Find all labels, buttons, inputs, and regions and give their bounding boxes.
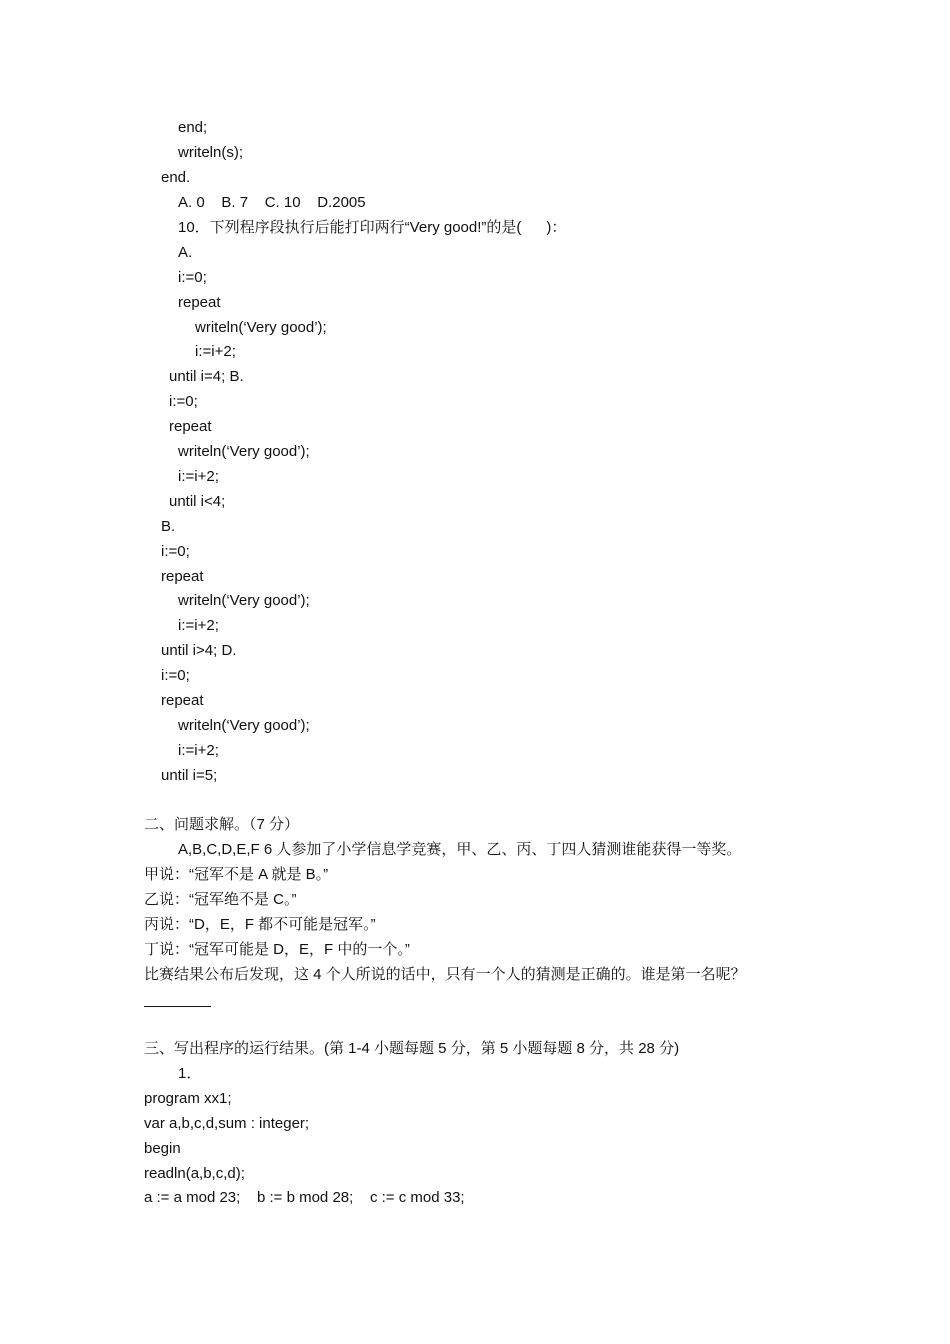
code-line: a := a mod 23; b := b mod 28; c := c mod 33; bbox=[144, 1189, 465, 1206]
item-number: 1． bbox=[178, 1065, 202, 1082]
code-line: repeat bbox=[161, 692, 204, 709]
code-line: begin bbox=[144, 1140, 181, 1157]
code-line: B. bbox=[161, 518, 176, 535]
code-line: i:=i+2; bbox=[178, 468, 219, 485]
section2-heading: 二、问题求解。（7 分） bbox=[144, 816, 300, 833]
code-line: i:=i+2; bbox=[178, 617, 219, 634]
code-line: i:=0; bbox=[169, 393, 198, 410]
code-line: repeat bbox=[161, 568, 204, 585]
code-line: writeln(s); bbox=[178, 144, 244, 161]
code-line: repeat bbox=[169, 418, 212, 435]
code-line: var a,b,c,d,sum : integer; bbox=[144, 1115, 310, 1132]
section2-intro: A,B,C,D,E,F 6 人参加了小学信息学竞赛，甲、乙、丙、丁四人猜测谁能获得一等奖。 bbox=[178, 841, 742, 858]
code-line: i:=i+2; bbox=[178, 742, 219, 759]
q9-options: A. 0 B. 7 C. 10 D.2005 bbox=[178, 194, 366, 211]
code-line: writeln(‘Very good’); bbox=[178, 592, 310, 609]
section3-heading: 三、写出程序的运行结果。(第 1-4 小题每题 5 分，第 5 小题每题 8 分，共 28 分) bbox=[144, 1040, 680, 1057]
code-line: repeat bbox=[178, 294, 221, 311]
code-line: i:=0; bbox=[161, 667, 190, 684]
code-line: end. bbox=[161, 169, 191, 186]
q10-question: 10．下列程序段执行后能打印两行“Very good!”的是( )： bbox=[178, 219, 567, 236]
statement-bing: 丙说：“D，E，F 都不可能是冠军。” bbox=[144, 916, 376, 933]
code-line: i:=i+2; bbox=[195, 343, 236, 360]
statement-jia: 甲说：“冠军不是 A 就是 B。” bbox=[144, 866, 329, 883]
statement-ding: 丁说：“冠军可能是 D，E，F 中的一个。” bbox=[144, 941, 410, 958]
code-line: i:=0; bbox=[161, 543, 190, 560]
code-line: until i=4; B. bbox=[169, 368, 244, 385]
code-line: end; bbox=[178, 119, 208, 136]
code-line: A. bbox=[178, 244, 193, 261]
code-line: until i<4; bbox=[169, 493, 226, 510]
section2-question: 比赛结果公布后发现，这 4 个人所说的话中，只有一个人的猜测是正确的。谁是第一名呢？ bbox=[144, 966, 746, 983]
code-line: writeln(‘Very good’); bbox=[178, 717, 310, 734]
code-line: program xx1; bbox=[144, 1090, 232, 1107]
code-line: readln(a,b,c,d); bbox=[144, 1165, 245, 1182]
statement-yi: 乙说：“冠军绝不是 C。” bbox=[144, 891, 297, 908]
code-line: writeln(‘Very good’); bbox=[195, 319, 327, 336]
code-line: writeln(‘Very good’); bbox=[178, 443, 310, 460]
code-line: until i>4; D. bbox=[161, 642, 237, 659]
code-line: until i=5; bbox=[161, 767, 218, 784]
answer-blank bbox=[144, 1006, 211, 1007]
code-line: i:=0; bbox=[178, 269, 207, 286]
